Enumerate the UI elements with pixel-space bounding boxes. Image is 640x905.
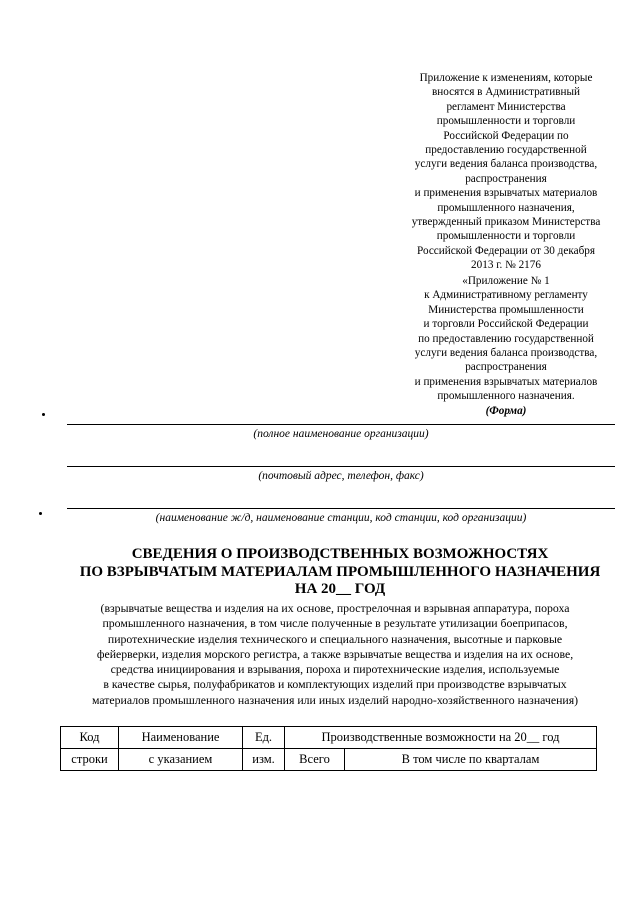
appendix-1-line: промышленного назначения.: [437, 390, 575, 403]
appendix-1-line: распространения: [465, 361, 547, 374]
appendix-note-line: промышленного назначения,: [437, 201, 575, 214]
appendix-1-line: к Административному регламенту: [424, 289, 588, 302]
org-name-caption: (полное наименование организации): [253, 428, 429, 440]
appendix-note-line: вносятся в Административный: [432, 86, 580, 99]
address-caption: (почтовый адрес, телефон, факс): [258, 470, 424, 482]
appendix-note-line: предоставлению государственной: [425, 144, 587, 157]
header-cell-name-line2: с указанием: [119, 749, 243, 771]
address-line: [67, 466, 615, 467]
railway-caption: (наименование ж/д, наименование станции, код станции, код организации): [155, 512, 527, 524]
appendix-1-line: Министерства промышленности: [428, 303, 584, 316]
subtitle-line: в качестве сырья, полуфабрикатов и комплектующих изделий при производстве взрывчатых: [103, 677, 567, 692]
scan-mark: [42, 413, 45, 416]
form-label: (Форма): [485, 404, 527, 417]
appendix-note-line: Приложение к изменениям, которые: [419, 72, 593, 84]
appendix-note-line: промышленности и торговли: [436, 115, 576, 128]
header-cell-code-line2: строки: [61, 749, 119, 771]
document-title: [40, 546, 640, 599]
appendix-note-line: услуги ведения баланса производства,: [414, 158, 598, 171]
railway-line: [67, 508, 615, 509]
title-line: ПО ВЗРЫВЧАТЫМ МАТЕРИАЛАМ ПРОМЫШЛЕННОГО НАЗНАЧЕНИЯ: [79, 563, 601, 580]
appendix-note-line: утвержденный приказом Министерства: [411, 216, 601, 229]
header-cell-capacity: Производственные возможности на 20__ год: [285, 727, 597, 749]
appendix-1-line: и торговли Российской Федерации: [423, 318, 589, 331]
appendix-note-line: промышленности и торговли: [436, 230, 576, 243]
header-cell-unit: Ед.: [243, 727, 285, 749]
header-cell-quarters: В том числе по кварталам: [345, 749, 597, 771]
appendix-1-line: «Приложение № 1: [462, 275, 550, 287]
appendix-note-line: распространения: [465, 172, 547, 185]
title-line: СВЕДЕНИЯ О ПРОИЗВОДСТВЕННЫХ ВОЗМОЖНОСТЯХ: [131, 546, 549, 562]
subtitle-line: средства инициирования и взрывания, пороха и пиротехнические изделия, используемые: [110, 662, 560, 677]
title-line: НА 20__ ГОД: [294, 581, 386, 597]
header-cell-code: Код: [61, 727, 119, 749]
appendix-1-heading: [378, 274, 634, 418]
header-cell-total: Всего: [285, 749, 345, 771]
document-subtitle: [30, 601, 640, 708]
subtitle-line: пиротехнические изделия технического и специального назначения, высотные и парковые: [107, 631, 563, 646]
appendix-1-line: услуги ведения баланса производства,: [414, 347, 598, 360]
scan-mark: [39, 512, 42, 515]
table-header-row: [61, 749, 597, 771]
appendix-1-line: по предоставлению государственной: [418, 332, 594, 345]
capacity-table: [60, 726, 597, 771]
appendix-note-line: Российской Федерации от 30 декабря: [417, 244, 595, 257]
appendix-note: [378, 71, 634, 273]
appendix-note-line: Российской Федерации по: [443, 129, 569, 142]
org-name-line: [67, 424, 615, 425]
subtitle-line: материалов промышленного назначения или иных изделий народно-хозяйственного назначения): [91, 692, 579, 707]
appendix-note-line: регламент Министерства: [446, 100, 566, 113]
subtitle-line: (взрывчатые вещества и изделия на их основе, прострелочная и взрывная аппаратура, пороха: [100, 601, 570, 615]
appendix-note-line: и применения взрывчатых материалов: [414, 187, 598, 200]
table-header-row: [61, 727, 597, 749]
subtitle-line: фейерверки, изделия морского регистра, а также взрывчатые вещества и изделия на их основе,: [96, 646, 574, 661]
header-cell-unit-line2: изм.: [243, 749, 285, 771]
subtitle-line: промышленного назначения, в том числе полученные в результате утилизации боеприпасов,: [102, 616, 568, 631]
header-cell-name: Наименование: [119, 727, 243, 749]
appendix-1-line: и применения взрывчатых материалов: [414, 375, 598, 388]
appendix-note-line: 2013 г. № 2176: [471, 259, 541, 272]
